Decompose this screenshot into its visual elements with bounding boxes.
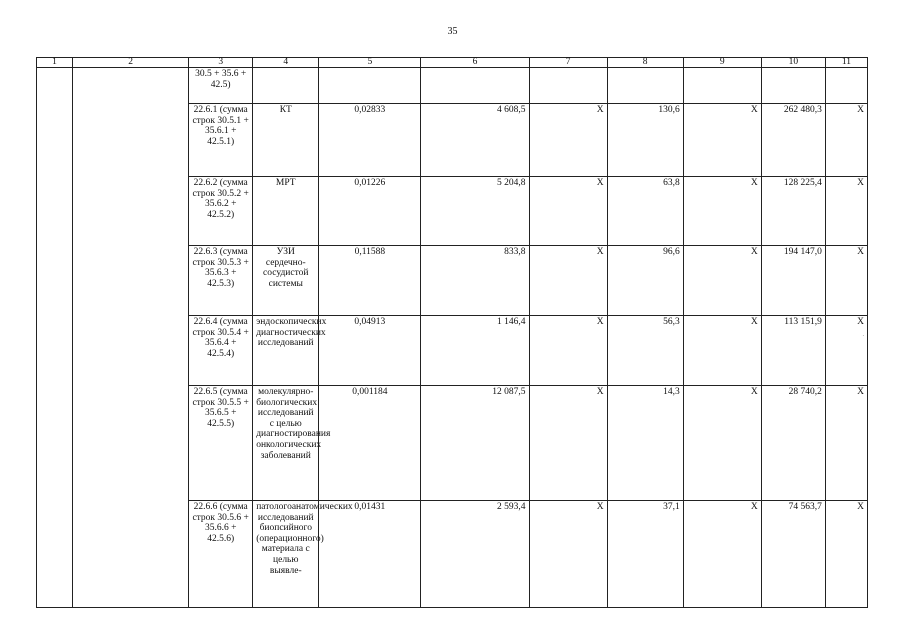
value-cell: 2 593,4 [421,501,529,608]
total-cell: 113 151,9 [761,316,825,386]
empty-cell [319,68,421,104]
column-number-10: 10 [761,58,825,68]
value-cell: 130,6 [607,104,683,177]
total-cell: 28 740,2 [761,386,825,501]
column-number-9: 9 [683,58,761,68]
x-cell: Х [529,246,607,316]
coef-cell: 0,11588 [319,246,421,316]
row-code: 22.6.3 (сумма строк 30.5.3 + 35.6.3 + 42.5.3) [189,246,253,316]
column-number-4: 4 [253,58,319,68]
row-name: патологоанатомических исследований биопсийного (операционного) материала с целью выявле- [253,501,319,608]
x-cell: Х [825,386,867,501]
row-code: 30.5 + 35.6 + 42.5) [189,68,253,104]
row-code: 22.6.2 (сумма строк 30.5.2 + 35.6.2 + 42.5.2) [189,177,253,246]
x-cell: Х [529,316,607,386]
x-cell-with-mark [825,316,867,386]
value-cell: 63,8 [607,177,683,246]
total-cell: 194 147,0 [761,246,825,316]
column-number-6: 6 [421,58,529,68]
empty-cell [825,68,867,104]
value-cell: 12 087,5 [421,386,529,501]
empty-cell [683,68,761,104]
value-cell: 96,6 [607,246,683,316]
value-cell: 4 608,5 [421,104,529,177]
coef-cell: 0,001184 [319,386,421,501]
x-cell: Х [825,177,867,246]
row-code: 22.6.4 (сумма строк 30.5.4 + 35.6.4 + 42.5.4) [189,316,253,386]
value-cell: 5 204,8 [421,177,529,246]
x-cell: Х [825,104,867,177]
x-cell: Х [683,386,761,501]
column-number-11: 11 [825,58,867,68]
column-number-3: 3 [189,58,253,68]
scan-dot-mark: · [862,333,864,339]
column-number-2: 2 [73,58,189,68]
value-cell: 56,3 [607,316,683,386]
x-cell: Х [529,104,607,177]
value-cell: 833,8 [421,246,529,316]
value-cell: 14,3 [607,386,683,501]
x-cell: Х [825,246,867,316]
x-cell: Х [529,501,607,608]
row-code: 22.6.6 (сумма строк 30.5.6 + 35.6.6 + 42.5.6) [189,501,253,608]
column-number-7: 7 [529,58,607,68]
coef-cell: 0,04913 [319,316,421,386]
total-cell: 262 480,3 [761,104,825,177]
x-cell: Х [683,177,761,246]
x-mark: Х [857,317,864,327]
row-name: УЗИ сердечно-сосудистой системы [253,246,319,316]
column-number-header-row [37,58,868,68]
page-number: 35 [447,26,458,37]
column-number-5: 5 [319,58,421,68]
row-name: эндоскопических диагностических исследований [253,316,319,386]
row-code: 22.6.5 (сумма строк 30.5.5 + 35.6.5 + 42.5.5) [189,386,253,501]
empty-cell [529,68,607,104]
col2-cell [73,68,189,608]
row-name: КТ [253,104,319,177]
x-cell: Х [683,316,761,386]
coef-cell: 0,01226 [319,177,421,246]
empty-cell [761,68,825,104]
row-name: МРТ [253,177,319,246]
table-row-continuation [37,68,868,104]
row-name: молекулярно-биологических исследований с целью диагностирования онкологических заболеваний [253,386,319,501]
row-code: 22.6.1 (сумма строк 30.5.1 + 35.6.1 + 42.5.1) [189,104,253,177]
column-number-8: 8 [607,58,683,68]
col1-cell [37,68,73,608]
x-cell: Х [683,104,761,177]
x-cell: Х [529,177,607,246]
x-cell: Х [825,501,867,608]
empty-cell [421,68,529,104]
x-cell: Х [529,386,607,501]
value-cell: 1 146,4 [421,316,529,386]
x-cell: Х [683,246,761,316]
coef-cell: 0,01431 [319,501,421,608]
empty-cell [253,68,319,104]
data-table [36,57,868,608]
x-cell: Х [683,501,761,608]
value-cell: 37,1 [607,501,683,608]
total-cell: 128 225,4 [761,177,825,246]
total-cell: 74 563,7 [761,501,825,608]
column-number-1: 1 [37,58,73,68]
coef-cell: 0,02833 [319,104,421,177]
empty-cell [607,68,683,104]
